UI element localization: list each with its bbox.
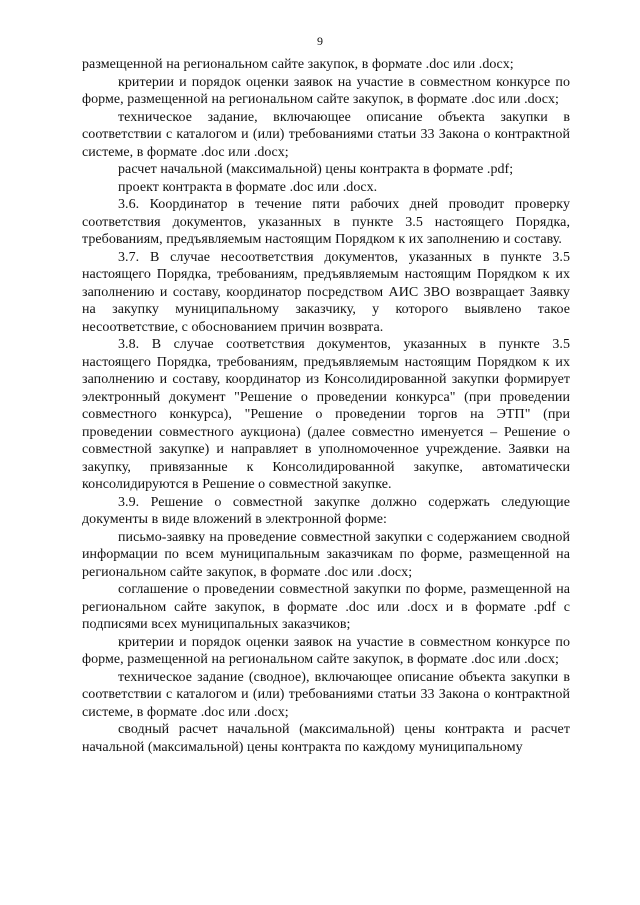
- paragraph-request-letter: письмо-заявку на проведение совместной закупки с содержанием сводной информации по всем муниципальным заказчикам по форме, размещенной на региональном сайте закупок, в формате .doc или .docx;: [82, 529, 570, 580]
- paragraph-agreement: соглашение о проведении совместной закупки по форме, размещенной на региональном сайте закупок, в формате .doc или .docx и в формате .pdf с подписями всех муниципальных заказчиков;: [82, 582, 570, 632]
- paragraph-summary-price-calculation: сводный расчет начальной (максимальной) цены контракта и расчет начальной (максимальной) цены контракта по каждому муниципальному: [82, 722, 570, 755]
- paragraph-3-6: 3.6. Координатор в течение пяти рабочих дней проводит проверку соответствия документов, указанных в пункте 3.5 настоящего Порядка, требованиям, предъявляемым настоящим Порядком к их заполнению и составу.: [82, 197, 570, 247]
- page-number: 9: [317, 34, 323, 48]
- paragraph-3-7: 3.7. В случае несоответствия документов, указанных в пункте 3.5 настоящего Порядка, требованиям, предъявляемым настоящим Порядком к их заполнению и составу, координатор посредством АИС ЗВО возвращает Заявку на закупку муниципальному заказчику, у которого выявлено такое несоответствие, с обоснованием причин возврата.: [82, 249, 570, 335]
- paragraph-continued: размещенной на региональном сайте закупок, в формате .doc или .docx;: [82, 57, 514, 72]
- paragraph-3-8: 3.8. В случае соответствия документов, указанных в пункте 3.5 настоящего Порядка, требованиям, предъявляемым настоящим Порядком к их заполнению и составу, координатор из Консолидированной закупки формирует электронный документ "Решение о проведении конкурса" (при проведении совместного конкурса), "Решение о проведении торгов на ЭТП" (при проведении совместного аукциона) (далее совместно именуется – Решение о совместной закупке) и направляет в уполномоченное учреждение. Заявки на закупку, привязанные к Консолидированной закупке, автоматически консолидируются в Решение о совместной закупке.: [82, 337, 570, 492]
- paragraph-technical-task: техническое задание, включающее описание объекта закупки в соответствии с каталогом и (или) требованиями статьи 33 Закона о контрактной системе, в формате .doc или .docx;: [82, 109, 570, 160]
- paragraph-competition-criteria: критерии и порядок оценки заявок на участие в совместном конкурсе по форме, размещенной на региональном сайте закупок, в формате .doc или .docx;: [82, 74, 570, 107]
- paragraph-price-calculation: расчет начальной (максимальной) цены контракта в формате .pdf;: [118, 162, 514, 177]
- paragraph-contract-draft: проект контракта в формате .doc или .docx.: [118, 179, 378, 195]
- paragraph-technical-task-summary: техническое задание (сводное), включающее описание объекта закупки в соответствии с каталогом и (или) требованиями статьи 33 Закона о контрактной системе, в формате .doc или .docx;: [82, 669, 570, 720]
- paragraph-competition-criteria-2: критерии и порядок оценки заявок на участие в совместном конкурсе по форме, размещенной на региональном сайте закупок, в формате .doc или .docx;: [82, 634, 570, 667]
- document-body: [82, 56, 570, 756]
- paragraph-3-9: 3.9. Решение о совместной закупке должно содержать следующие документы в виде вложений в электронной форме:: [82, 494, 570, 527]
